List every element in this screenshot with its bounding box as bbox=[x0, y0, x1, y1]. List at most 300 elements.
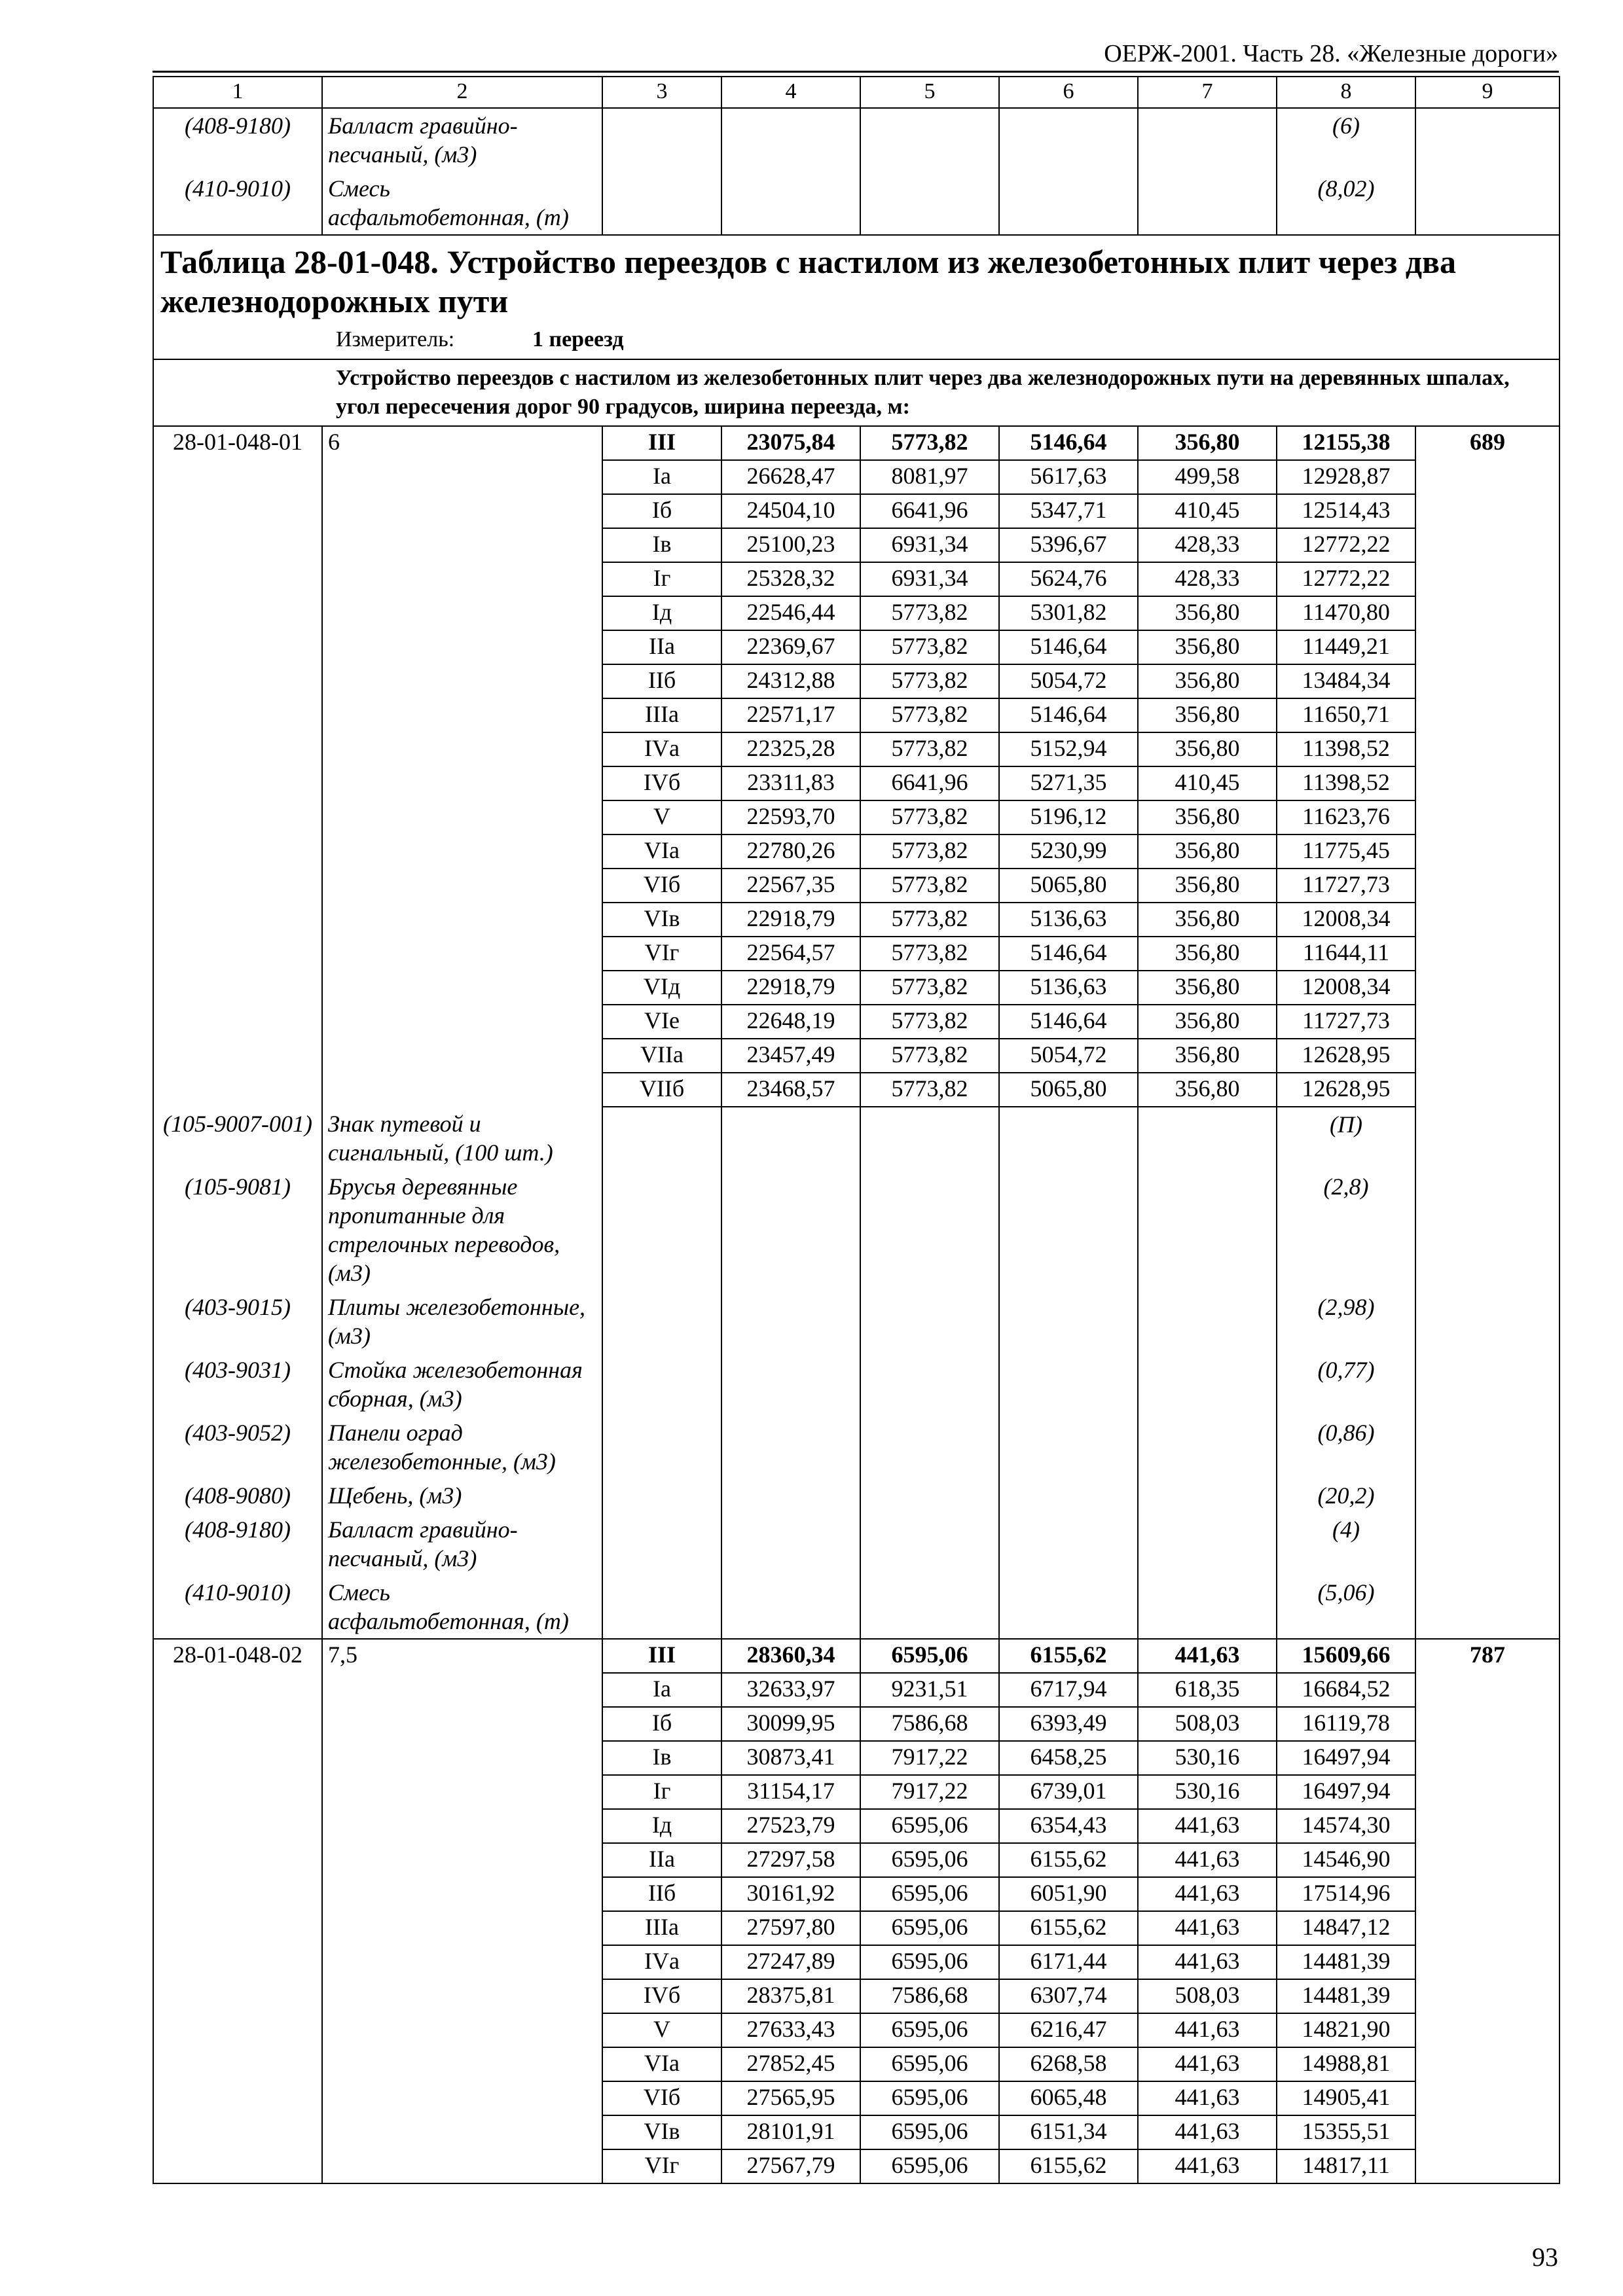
material-name: Стойка железобетонная сборная, (м3) bbox=[322, 1353, 602, 1416]
rate-value: 6151,34 bbox=[999, 2115, 1138, 2149]
rate-value: 6595,06 bbox=[860, 1911, 999, 1945]
rate-value: 14817,11 bbox=[1277, 2149, 1415, 2183]
rate-value: 5773,82 bbox=[860, 1073, 999, 1107]
rate-value: 5773,82 bbox=[860, 426, 999, 460]
rate-value: 6216,47 bbox=[999, 2013, 1138, 2047]
empty-cell bbox=[1415, 800, 1559, 834]
rate-value: 6354,43 bbox=[999, 1809, 1138, 1843]
empty-cell bbox=[322, 1005, 602, 1039]
material-row bbox=[153, 108, 1559, 171]
rate-row bbox=[153, 766, 1559, 800]
empty-cell bbox=[1415, 1005, 1559, 1039]
rate-value: 23457,49 bbox=[721, 1039, 860, 1073]
rate-value: 11650,71 bbox=[1277, 698, 1415, 732]
column-number: 7 bbox=[1138, 77, 1277, 108]
measure-label: Измеритель: bbox=[336, 327, 455, 351]
zone-code: VIа bbox=[602, 2047, 721, 2081]
rate-value: 27597,80 bbox=[721, 1911, 860, 1945]
measure-value: 1 переезд bbox=[532, 327, 624, 351]
rate-value: 441,63 bbox=[1138, 1843, 1277, 1877]
rate-value: 356,80 bbox=[1138, 426, 1277, 460]
empty-cell bbox=[1415, 1877, 1559, 1911]
labor-value: 689 bbox=[1415, 426, 1559, 460]
zone-code: IIа bbox=[602, 630, 721, 664]
rate-value: 5146,64 bbox=[999, 426, 1138, 460]
rate-value: 5152,94 bbox=[999, 732, 1138, 766]
rate-value: 6931,34 bbox=[860, 528, 999, 562]
empty-cell bbox=[153, 1945, 322, 1979]
rate-value: 428,33 bbox=[1138, 528, 1277, 562]
rate-value: 5773,82 bbox=[860, 732, 999, 766]
empty-cell bbox=[153, 1843, 322, 1877]
empty-cell bbox=[602, 1170, 721, 1290]
material-row bbox=[153, 1290, 1559, 1353]
rate-row bbox=[153, 2047, 1559, 2081]
empty-cell bbox=[1415, 1707, 1559, 1741]
rate-value: 11775,45 bbox=[1277, 834, 1415, 869]
zone-code: IIIа bbox=[602, 698, 721, 732]
empty-cell bbox=[721, 1416, 860, 1479]
rate-row bbox=[153, 562, 1559, 596]
empty-cell bbox=[322, 1039, 602, 1073]
empty-cell bbox=[153, 2081, 322, 2115]
rate-value: 11727,73 bbox=[1277, 869, 1415, 903]
rate-value: 7917,22 bbox=[860, 1775, 999, 1809]
empty-cell bbox=[153, 1979, 322, 2013]
rate-value: 6595,06 bbox=[860, 1809, 999, 1843]
rate-value: 27565,95 bbox=[721, 2081, 860, 2115]
empty-cell bbox=[602, 1575, 721, 1639]
rate-value: 32633,97 bbox=[721, 1673, 860, 1707]
zone-code: IVа bbox=[602, 732, 721, 766]
rate-row bbox=[153, 800, 1559, 834]
table-title-row bbox=[153, 235, 1559, 359]
empty-cell bbox=[1415, 562, 1559, 596]
empty-cell bbox=[153, 1707, 322, 1741]
empty-cell bbox=[153, 1073, 322, 1107]
empty-cell bbox=[153, 903, 322, 937]
empty-cell bbox=[1415, 732, 1559, 766]
empty-cell bbox=[322, 869, 602, 903]
material-row bbox=[153, 171, 1559, 235]
rate-value: 356,80 bbox=[1138, 869, 1277, 903]
empty-cell bbox=[1415, 971, 1559, 1005]
column-number: 6 bbox=[999, 77, 1138, 108]
empty-cell bbox=[1138, 1107, 1277, 1170]
rate-row bbox=[153, 2149, 1559, 2183]
empty-cell bbox=[1415, 2149, 1559, 2183]
rate-value: 22369,67 bbox=[721, 630, 860, 664]
material-qty: (20,2) bbox=[1277, 1479, 1415, 1513]
zone-code: Iб bbox=[602, 494, 721, 528]
material-code: (403-9052) bbox=[153, 1416, 322, 1479]
empty-cell bbox=[153, 2149, 322, 2183]
rate-value: 530,16 bbox=[1138, 1741, 1277, 1775]
empty-cell bbox=[322, 732, 602, 766]
empty-cell bbox=[1415, 766, 1559, 800]
material-name: Знак путевой и сигнальный, (100 шт.) bbox=[322, 1107, 602, 1170]
empty-cell bbox=[322, 2013, 602, 2047]
empty-cell bbox=[322, 2149, 602, 2183]
rate-row bbox=[153, 732, 1559, 766]
rate-row bbox=[153, 869, 1559, 903]
rate-value: 7917,22 bbox=[860, 1741, 999, 1775]
rate-value: 22648,19 bbox=[721, 1005, 860, 1039]
empty-cell bbox=[860, 1513, 999, 1575]
rate-value: 508,03 bbox=[1138, 1979, 1277, 2013]
empty-cell bbox=[153, 1877, 322, 1911]
empty-cell bbox=[1138, 1416, 1277, 1479]
rate-row bbox=[153, 937, 1559, 971]
material-code: (410-9010) bbox=[153, 1575, 322, 1639]
rate-value: 6931,34 bbox=[860, 562, 999, 596]
rate-value: 11623,76 bbox=[1277, 800, 1415, 834]
zone-code: VIв bbox=[602, 2115, 721, 2149]
rate-value: 12514,43 bbox=[1277, 494, 1415, 528]
zone-code: Iа bbox=[602, 1673, 721, 1707]
rate-row bbox=[153, 2081, 1559, 2115]
rate-value: 6595,06 bbox=[860, 1843, 999, 1877]
empty-cell bbox=[1415, 1575, 1559, 1639]
empty-cell bbox=[322, 1945, 602, 1979]
empty-cell bbox=[153, 1809, 322, 1843]
column-number: 3 bbox=[602, 77, 721, 108]
rate-value: 441,63 bbox=[1138, 2149, 1277, 2183]
description: Устройство переездов с настилом из железобетонных плит через два железнодорожных пути на деревянных шпалах, угол пересечения дорог 90 градусов, ширина переезда, м: bbox=[153, 359, 1559, 426]
rate-value: 6268,58 bbox=[999, 2047, 1138, 2081]
empty-cell bbox=[860, 1353, 999, 1416]
empty-cell bbox=[153, 732, 322, 766]
empty-cell bbox=[322, 1979, 602, 2013]
empty-cell bbox=[1138, 1290, 1277, 1353]
empty-cell bbox=[322, 1707, 602, 1741]
material-name: Смесь асфальтобетонная, (т) bbox=[322, 1575, 602, 1639]
material-qty: (0,77) bbox=[1277, 1353, 1415, 1416]
rate-value: 6307,74 bbox=[999, 1979, 1138, 2013]
rate-value: 11398,52 bbox=[1277, 766, 1415, 800]
empty-cell bbox=[322, 2081, 602, 2115]
empty-cell bbox=[1415, 1809, 1559, 1843]
rate-value: 5773,82 bbox=[860, 1039, 999, 1073]
empty-cell bbox=[153, 834, 322, 869]
rate-value: 441,63 bbox=[1138, 1809, 1277, 1843]
zone-code: Iг bbox=[602, 562, 721, 596]
rate-value: 428,33 bbox=[1138, 562, 1277, 596]
empty-cell bbox=[153, 2115, 322, 2149]
rate-value: 6595,06 bbox=[860, 2115, 999, 2149]
rate-value: 441,63 bbox=[1138, 1945, 1277, 1979]
rate-value: 5196,12 bbox=[999, 800, 1138, 834]
rate-value: 356,80 bbox=[1138, 971, 1277, 1005]
column-number: 8 bbox=[1277, 77, 1415, 108]
empty-cell bbox=[322, 1673, 602, 1707]
rate-row bbox=[153, 1979, 1559, 2013]
empty-cell bbox=[1415, 1945, 1559, 1979]
zone-code: Iг bbox=[602, 1775, 721, 1809]
column-number: 1 bbox=[153, 77, 322, 108]
rate-value: 6171,44 bbox=[999, 1945, 1138, 1979]
rate-value: 410,45 bbox=[1138, 766, 1277, 800]
rate-value: 12628,95 bbox=[1277, 1073, 1415, 1107]
rate-value: 6393,49 bbox=[999, 1707, 1138, 1741]
zone-code: III bbox=[602, 1639, 721, 1673]
empty-cell bbox=[322, 1073, 602, 1107]
rate-value: 530,16 bbox=[1138, 1775, 1277, 1809]
zone-code: VIд bbox=[602, 971, 721, 1005]
rate-value: 27247,89 bbox=[721, 1945, 860, 1979]
zone-code: VIIа bbox=[602, 1039, 721, 1073]
zone-code: Iд bbox=[602, 596, 721, 630]
rate-row bbox=[153, 460, 1559, 494]
empty-cell bbox=[1415, 1479, 1559, 1513]
rate-value: 23075,84 bbox=[721, 426, 860, 460]
empty-cell bbox=[860, 1575, 999, 1639]
empty-cell bbox=[322, 903, 602, 937]
rate-value: 16497,94 bbox=[1277, 1741, 1415, 1775]
rate-value: 22325,28 bbox=[721, 732, 860, 766]
rate-value: 6595,06 bbox=[860, 1877, 999, 1911]
rate-value: 11727,73 bbox=[1277, 1005, 1415, 1039]
empty-cell bbox=[721, 1575, 860, 1639]
empty-cell bbox=[1415, 937, 1559, 971]
empty-cell bbox=[153, 1775, 322, 1809]
rate-value: 6155,62 bbox=[999, 1639, 1138, 1673]
labor-value: 787 bbox=[1415, 1639, 1559, 1673]
rate-code: 28-01-048-02 bbox=[153, 1639, 322, 1673]
zone-code: III bbox=[602, 426, 721, 460]
rate-row bbox=[153, 1809, 1559, 1843]
rate-row bbox=[153, 630, 1559, 664]
rate-value: 6155,62 bbox=[999, 1911, 1138, 1945]
zone-code: Iв bbox=[602, 528, 721, 562]
rate-value: 5773,82 bbox=[860, 971, 999, 1005]
rate-value: 12008,34 bbox=[1277, 971, 1415, 1005]
rate-value: 27297,58 bbox=[721, 1843, 860, 1877]
rate-value: 5347,71 bbox=[999, 494, 1138, 528]
rate-value: 6595,06 bbox=[860, 1639, 999, 1673]
empty-cell bbox=[602, 1513, 721, 1575]
empty-cell bbox=[153, 528, 322, 562]
rate-value: 24312,88 bbox=[721, 664, 860, 698]
rate-value: 11398,52 bbox=[1277, 732, 1415, 766]
material-name: Брусья деревянные пропитанные для стрелочных переводов, (м3) bbox=[322, 1170, 602, 1290]
zone-code: IIIа bbox=[602, 1911, 721, 1945]
empty-cell bbox=[999, 1290, 1138, 1353]
zone-code: VIа bbox=[602, 834, 721, 869]
zone-code: IIб bbox=[602, 1877, 721, 1911]
rate-value: 12928,87 bbox=[1277, 460, 1415, 494]
empty-cell bbox=[1415, 1911, 1559, 1945]
rate-value: 22567,35 bbox=[721, 869, 860, 903]
zone-code: IIб bbox=[602, 664, 721, 698]
rate-value: 5773,82 bbox=[860, 698, 999, 732]
rate-row bbox=[153, 2013, 1559, 2047]
empty-cell bbox=[1415, 869, 1559, 903]
rate-value: 22918,79 bbox=[721, 903, 860, 937]
empty-cell bbox=[1138, 1513, 1277, 1575]
description-row bbox=[153, 359, 1559, 426]
rate-row bbox=[153, 903, 1559, 937]
material-qty: (2,8) bbox=[1277, 1170, 1415, 1290]
rate-value: 6595,06 bbox=[860, 1945, 999, 1979]
empty-cell bbox=[1415, 1843, 1559, 1877]
rate-value: 7586,68 bbox=[860, 1979, 999, 2013]
rate-value: 5065,80 bbox=[999, 1073, 1138, 1107]
rate-value: 5271,35 bbox=[999, 766, 1138, 800]
rate-value: 26628,47 bbox=[721, 460, 860, 494]
zone-code: V bbox=[602, 2013, 721, 2047]
rate-value: 16684,52 bbox=[1277, 1673, 1415, 1707]
rate-value: 11449,21 bbox=[1277, 630, 1415, 664]
empty-cell bbox=[721, 1513, 860, 1575]
material-name: Балласт гравийно-песчаный, (м3) bbox=[322, 1513, 602, 1575]
rate-value: 9231,51 bbox=[860, 1673, 999, 1707]
rate-value: 22918,79 bbox=[721, 971, 860, 1005]
empty-cell bbox=[860, 1170, 999, 1290]
zone-code: IVб bbox=[602, 1979, 721, 2013]
rate-value: 15609,66 bbox=[1277, 1639, 1415, 1673]
rate-value: 16119,78 bbox=[1277, 1707, 1415, 1741]
rate-value: 356,80 bbox=[1138, 596, 1277, 630]
rate-value: 5773,82 bbox=[860, 800, 999, 834]
rate-value: 14821,90 bbox=[1277, 2013, 1415, 2047]
rate-value: 441,63 bbox=[1138, 1639, 1277, 1673]
material-row bbox=[153, 1107, 1559, 1170]
empty-cell bbox=[1415, 1290, 1559, 1353]
rate-value: 441,63 bbox=[1138, 2013, 1277, 2047]
rate-value: 441,63 bbox=[1138, 2081, 1277, 2115]
zone-code: V bbox=[602, 800, 721, 834]
rate-value: 6595,06 bbox=[860, 2013, 999, 2047]
rate-value: 356,80 bbox=[1138, 1073, 1277, 1107]
empty-cell bbox=[153, 630, 322, 664]
empty-cell bbox=[153, 2047, 322, 2081]
empty-cell bbox=[721, 1290, 860, 1353]
rate-value: 6051,90 bbox=[999, 1877, 1138, 1911]
rate-row bbox=[153, 1073, 1559, 1107]
empty-cell bbox=[1415, 596, 1559, 630]
rate-value: 30099,95 bbox=[721, 1707, 860, 1741]
empty-cell bbox=[322, 766, 602, 800]
rate-value: 508,03 bbox=[1138, 1707, 1277, 1741]
empty-cell bbox=[1415, 528, 1559, 562]
rate-value: 6595,06 bbox=[860, 2149, 999, 2183]
rate-value: 5773,82 bbox=[860, 630, 999, 664]
material-row bbox=[153, 1479, 1559, 1513]
material-qty: (П) bbox=[1277, 1107, 1415, 1170]
material-qty: (5,06) bbox=[1277, 1575, 1415, 1639]
empty-cell bbox=[999, 1170, 1138, 1290]
rate-value: 5617,63 bbox=[999, 460, 1138, 494]
rate-value: 356,80 bbox=[1138, 903, 1277, 937]
rate-row bbox=[153, 1775, 1559, 1809]
empty-cell bbox=[322, 2115, 602, 2149]
empty-cell bbox=[1415, 834, 1559, 869]
empty-cell bbox=[322, 562, 602, 596]
material-row bbox=[153, 1170, 1559, 1290]
rates-table bbox=[153, 76, 1560, 2184]
empty-cell bbox=[602, 1353, 721, 1416]
rate-value: 356,80 bbox=[1138, 698, 1277, 732]
rate-value: 22546,44 bbox=[721, 596, 860, 630]
rate-value: 356,80 bbox=[1138, 937, 1277, 971]
empty-cell bbox=[153, 937, 322, 971]
empty-cell bbox=[1415, 2013, 1559, 2047]
zone-code: IVа bbox=[602, 1945, 721, 1979]
empty-cell bbox=[602, 1479, 721, 1513]
empty-cell bbox=[153, 869, 322, 903]
empty-cell bbox=[721, 1170, 860, 1290]
empty-cell bbox=[153, 1741, 322, 1775]
rate-row bbox=[153, 664, 1559, 698]
material-code: (403-9015) bbox=[153, 1290, 322, 1353]
rate-row bbox=[153, 971, 1559, 1005]
rate-value: 5065,80 bbox=[999, 869, 1138, 903]
rate-value: 5230,99 bbox=[999, 834, 1138, 869]
rate-value: 14481,39 bbox=[1277, 1945, 1415, 1979]
empty-cell bbox=[1415, 903, 1559, 937]
rate-value: 14574,30 bbox=[1277, 1809, 1415, 1843]
column-number-row bbox=[153, 77, 1559, 108]
rate-value: 14847,12 bbox=[1277, 1911, 1415, 1945]
empty-cell bbox=[1415, 2115, 1559, 2149]
empty-cell bbox=[153, 971, 322, 1005]
crossing-width: 6 bbox=[322, 426, 602, 460]
empty-cell bbox=[999, 1107, 1138, 1170]
rate-value: 356,80 bbox=[1138, 834, 1277, 869]
rate-value: 14988,81 bbox=[1277, 2047, 1415, 2081]
zone-code: Iа bbox=[602, 460, 721, 494]
zone-code: VIв bbox=[602, 903, 721, 937]
material-name: Плиты железобетонные, (м3) bbox=[322, 1290, 602, 1353]
empty-cell bbox=[860, 1416, 999, 1479]
rate-value: 6641,96 bbox=[860, 494, 999, 528]
empty-cell bbox=[1138, 1170, 1277, 1290]
rate-value: 23311,83 bbox=[721, 766, 860, 800]
rate-value: 618,35 bbox=[1138, 1673, 1277, 1707]
rate-value: 30161,92 bbox=[721, 1877, 860, 1911]
empty-cell bbox=[1415, 1741, 1559, 1775]
rate-value: 28375,81 bbox=[721, 1979, 860, 2013]
rate-value: 27523,79 bbox=[721, 1809, 860, 1843]
empty-cell bbox=[1415, 1673, 1559, 1707]
empty-cell bbox=[153, 664, 322, 698]
empty-cell bbox=[322, 1877, 602, 1911]
rate-value: 356,80 bbox=[1138, 732, 1277, 766]
empty-cell bbox=[1415, 1039, 1559, 1073]
empty-cell bbox=[860, 1107, 999, 1170]
material-qty: (0,86) bbox=[1277, 1416, 1415, 1479]
rate-value: 15355,51 bbox=[1277, 2115, 1415, 2149]
zone-code: VIб bbox=[602, 869, 721, 903]
column-number: 9 bbox=[1415, 77, 1559, 108]
rate-row bbox=[153, 1005, 1559, 1039]
empty-cell bbox=[1415, 1775, 1559, 1809]
rate-value: 5773,82 bbox=[860, 903, 999, 937]
column-number: 5 bbox=[860, 77, 999, 108]
empty-cell bbox=[322, 834, 602, 869]
empty-cell bbox=[721, 1353, 860, 1416]
empty-cell bbox=[1138, 1575, 1277, 1639]
rate-value: 6595,06 bbox=[860, 2047, 999, 2081]
rate-value: 6717,94 bbox=[999, 1673, 1138, 1707]
rate-row bbox=[153, 1639, 1559, 1673]
empty-cell bbox=[153, 596, 322, 630]
empty-cell bbox=[322, 698, 602, 732]
rate-value: 5146,64 bbox=[999, 937, 1138, 971]
rate-value: 6641,96 bbox=[860, 766, 999, 800]
rate-value: 28360,34 bbox=[721, 1639, 860, 1673]
